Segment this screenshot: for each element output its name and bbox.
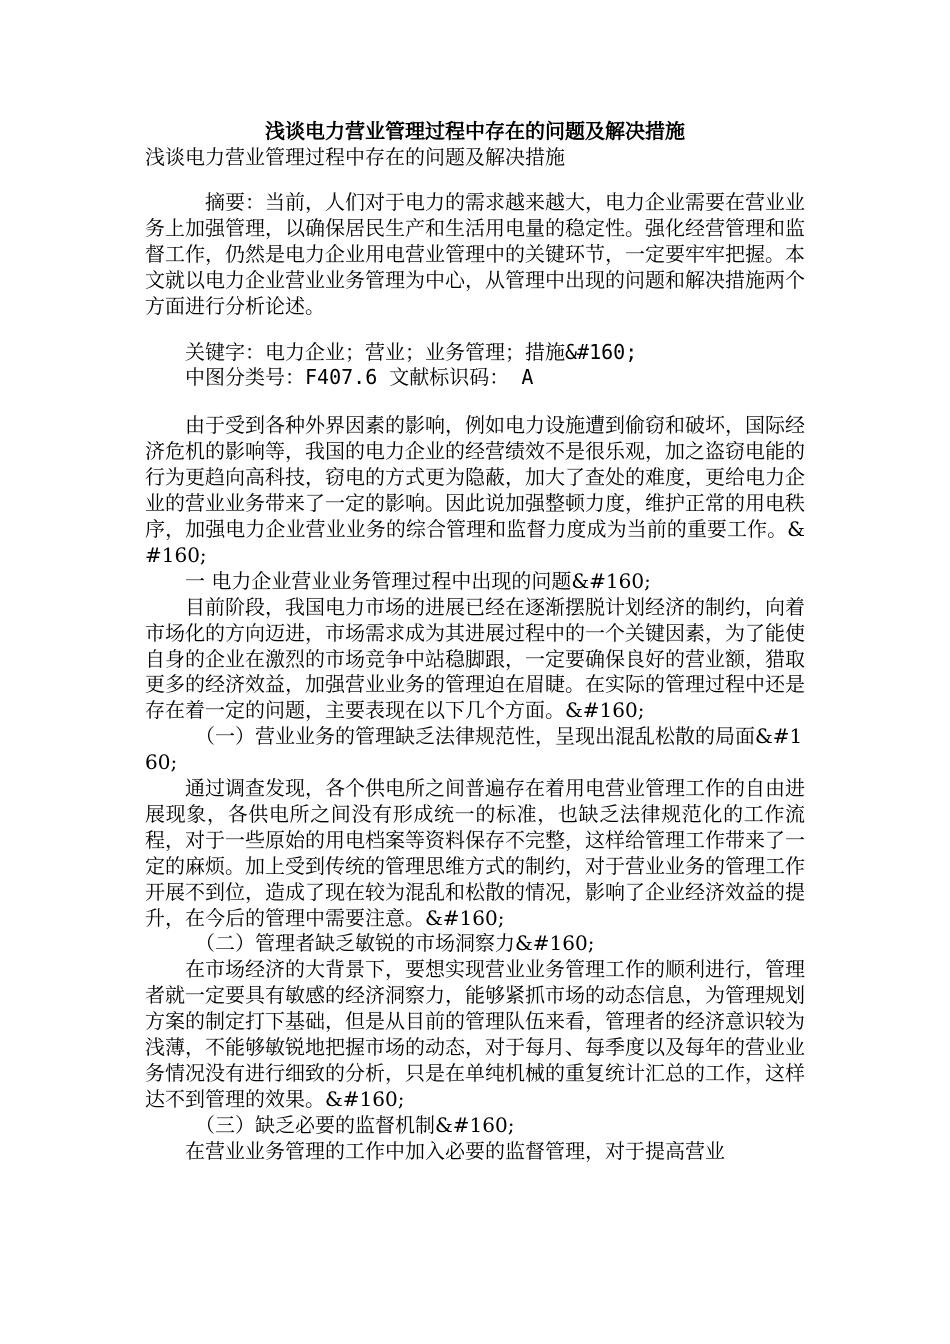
intro-paragraph: 由于受到各种外界因素的影响，例如电力设施遭到偷窃和破坏，国际经济危机的影响等，我国的电力企业的经营绩效不是很乐观，加之盗窃电能的行为更趋向高科技，窃电的方式更为隐蔽，加大了查处的难度，更给电力企业的营业业务带来了一定的影响。因此说加强整顿力度，维护正常的用电秩序，加强电力企业营业业务的综合管理和监督力度成为当前的重要工作。&#160; [145,413,805,567]
metadata-block [145,340,805,392]
subsection-3-heading: （三）缺乏必要的监督机制&#160; [195,1112,515,1137]
section-1-heading: 一 电力企业营业业务管理过程中出现的问题&#160; [185,568,651,593]
subsection-2-paragraph: 在市场经济的大背景下，要想实现营业业务管理工作的顺利进行，管理者就一定要具有敏感的经济洞察力，能够紧抓市场的动态信息，为管理规划方案的制定打下基础，但是从目前的管理队伍来看，管理者的经济意识较为浅薄，不能够敏锐地把握市场的动态，对于每月、每季度以及每年的营业业务情况没有进行细致的分析，只是在单纯机械的重复统计汇总的工作，这样达不到管理的效果。&#160; [145,957,805,1111]
subsection-2-heading: （二）管理者缺乏敏锐的市场洞察力&#160; [195,931,595,956]
body-content [145,413,805,1164]
document-subtitle: 浅谈电力营业管理过程中存在的问题及解决措施 [145,145,565,169]
keywords-line: 关键字：电力企业；营业；业务管理；措施&#160; [185,339,638,364]
abstract-paragraph: 摘要：当前，人们对于电力的需求越来越大，电力企业需要在营业业务上加强管理，以确保居民生产和生活用电量的稳定性。强化经营管理和监督工作，仍然是电力企业用电营业管理中的关键环节，一定要牢牢把握。本文就以电力企业营业业务管理为中心，从管理中出现的问题和解决措施两个方面进行分析论述。 [145,190,805,318]
classification-line: 中图分类号：F407.6 文献标识码： A [185,365,534,390]
subsection-1-paragraph: 通过调查发现，各个供电所之间普遍存在着用电营业管理工作的自由进展现象，各供电所之间没有形成统一的标准，也缺乏法律规范化的工作流程，对于一些原始的用电档案等资料保存不完整，这样给管理工作带来了一定的麻烦。加上受到传统的管理思维方式的制约，对于营业业务的管理工作开展不到位，造成了现在较为混乱和松散的情况，影响了企业经济效益的提升，在今后的管理中需要注意。&#160; [145,776,805,930]
document-title: 浅谈电力营业管理过程中存在的问题及解决措施 [265,119,685,143]
document-page [145,118,805,1165]
section-1-intro-paragraph: 目前阶段，我国电力市场的进展已经在逐渐摆脱计划经济的制约，向着市场化的方向迈进，市场需求成为其进展过程中的一个关键因素，为了能使自身的企业在激烈的市场竞争中站稳脚跟，一定要确保良好的营业额，猎取更多的经济效益，加强营业业务的管理迫在眉睫。在实际的管理过程中还是存在着一定的问题，主要表现在以下几个方面。&#160; [145,594,805,723]
subsection-3-paragraph: 在营业业务管理的工作中加入必要的监督管理，对于提高营业 [185,1138,725,1163]
subsection-1-heading: （一）营业业务的管理缺乏法律规范性，呈现出混乱松散的局面&#160; [145,724,803,775]
